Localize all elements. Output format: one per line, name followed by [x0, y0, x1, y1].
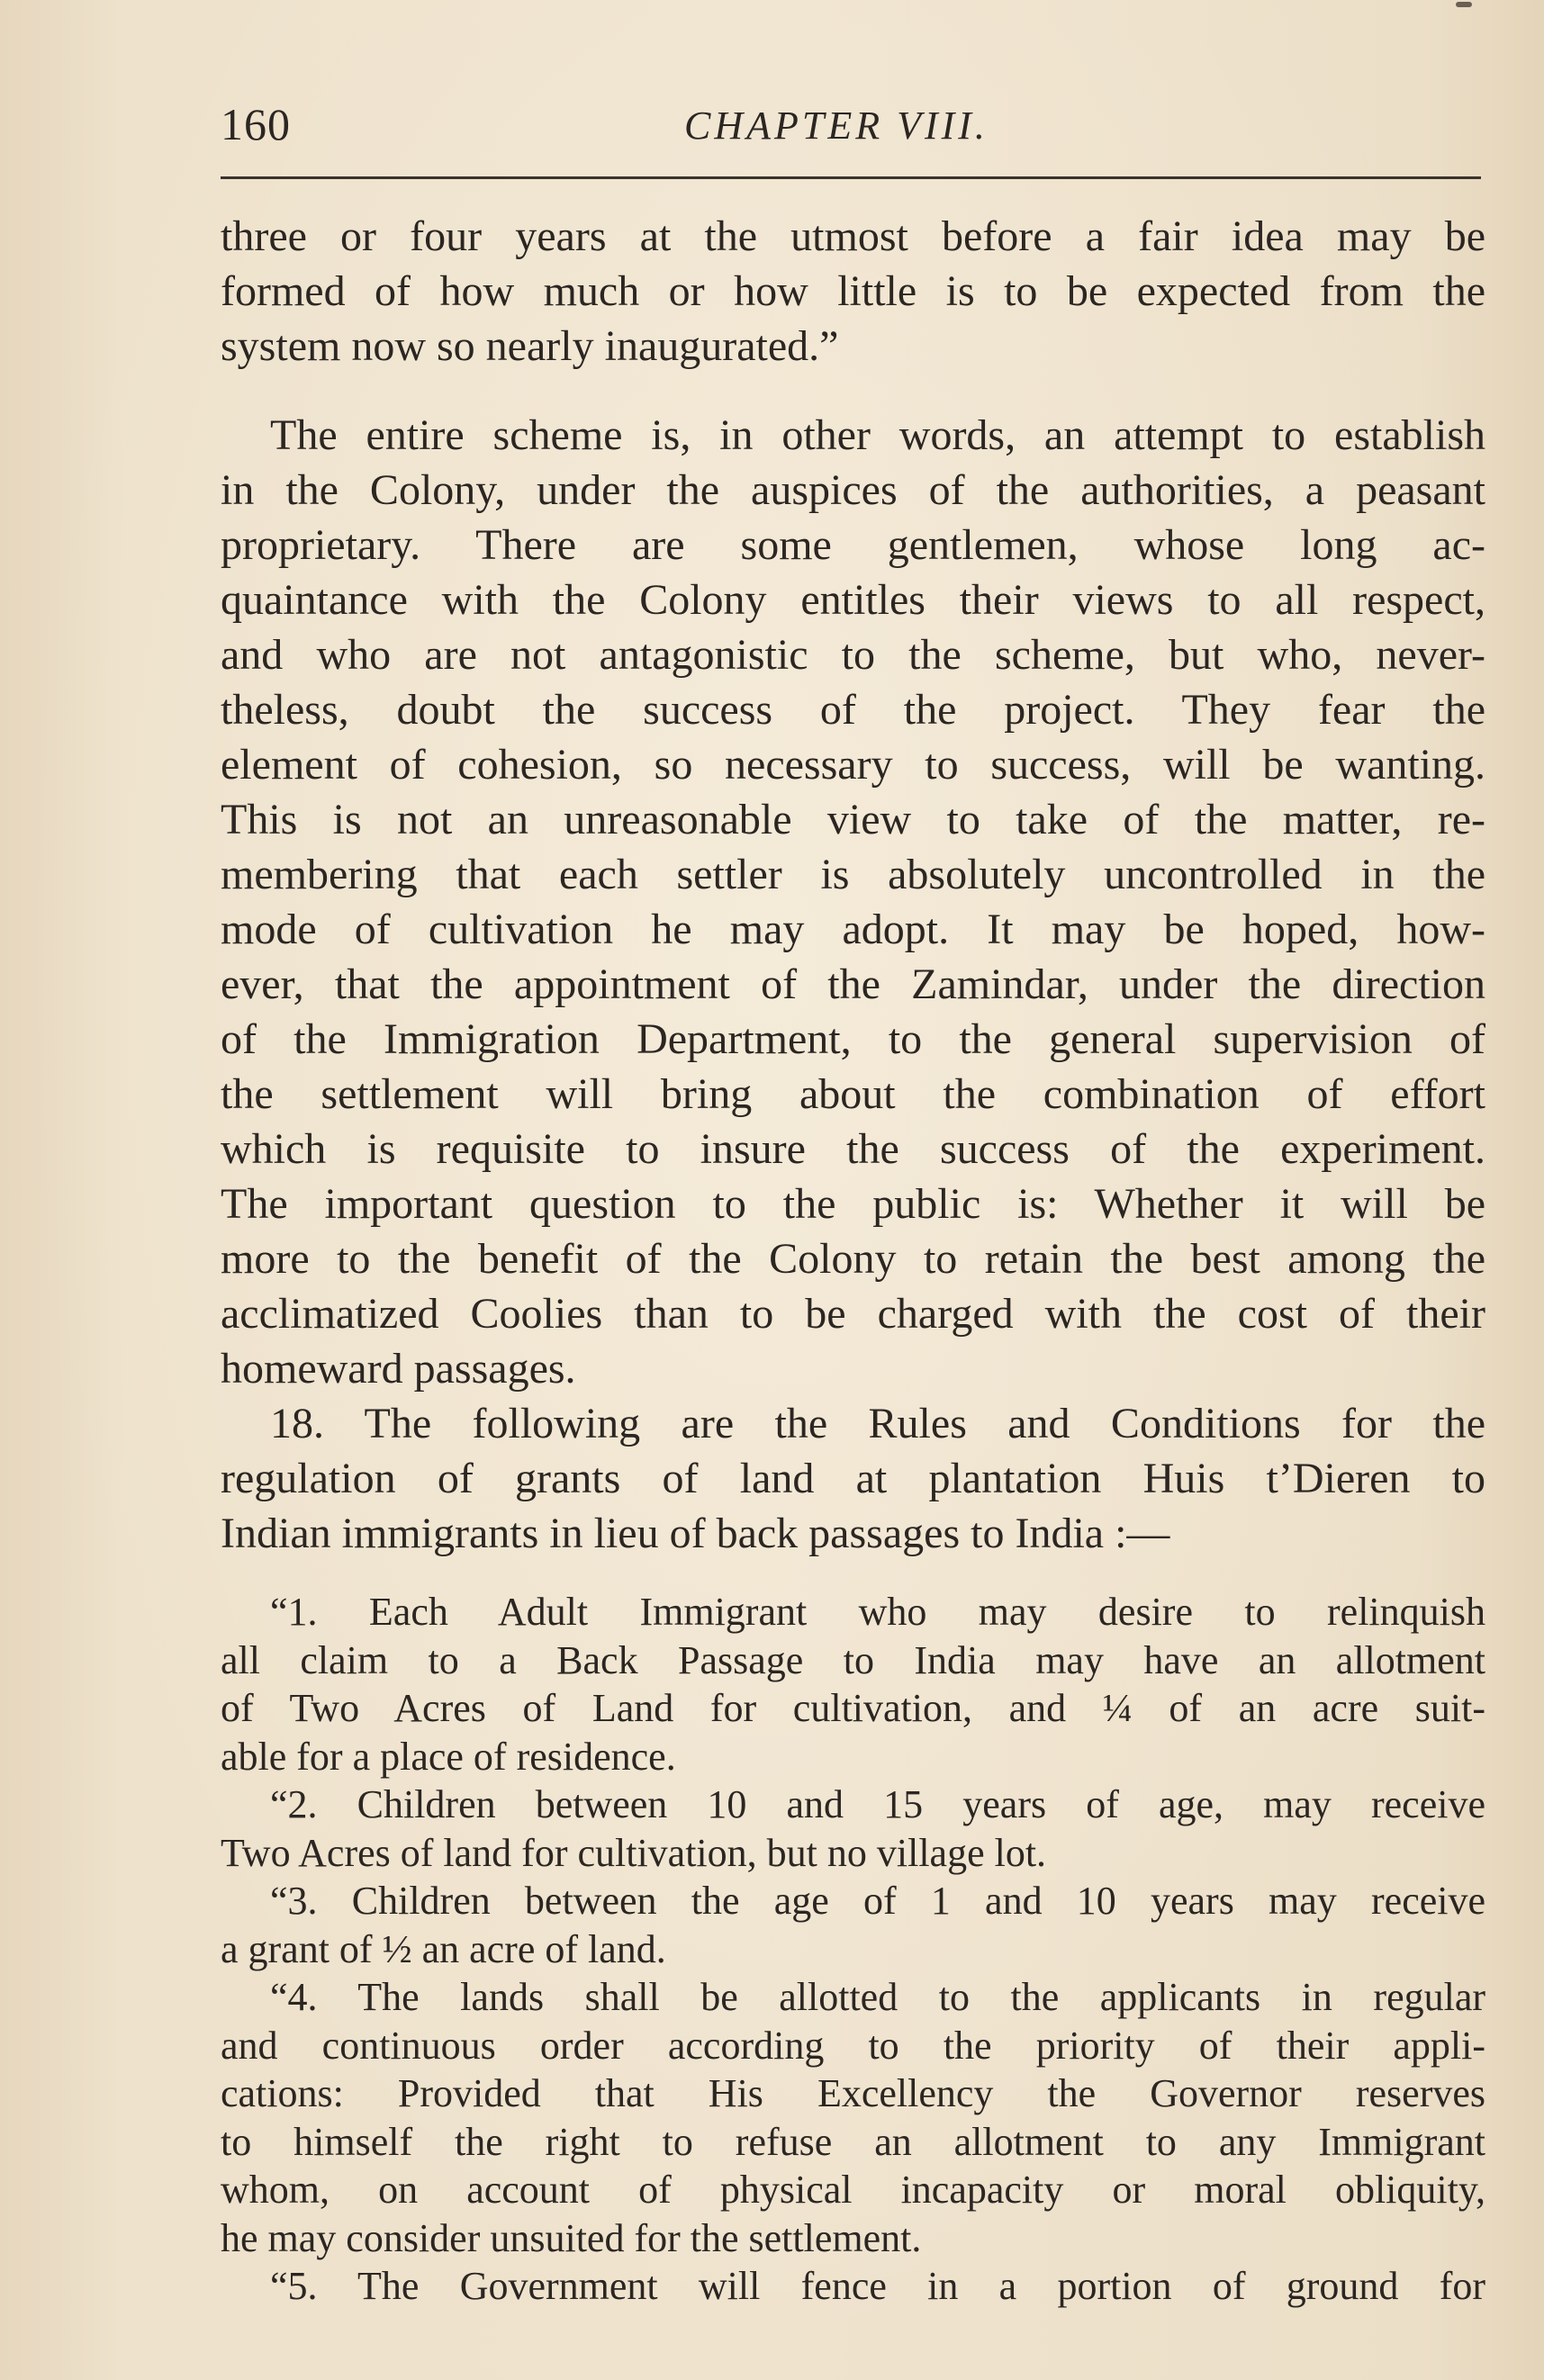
text-line: acclimatized Coolies than to be charged with the cost of their: [221, 1290, 1485, 1338]
text-line: This is not an unreasonable view to take of the matter, re-: [221, 796, 1485, 843]
text-line: system now so nearly inaugurated.”: [221, 322, 839, 370]
text-line: theless, doubt the success of the project. They fear the: [221, 686, 1485, 734]
text-line: which is requisite to insure the success of the experiment.: [221, 1125, 1485, 1173]
text-line: whom, on account of physical incapacity or moral obliquity,: [221, 2168, 1485, 2212]
text-line: 18. The following are the Rules and Conditions for the: [270, 1400, 1485, 1447]
text-line: “1. Each Adult Immigrant who may desire to relinquish: [270, 1590, 1485, 1634]
text-line: homeward passages.: [221, 1345, 576, 1393]
text-line: cations: Provided that His Excellency the Governor reserves: [221, 2071, 1485, 2115]
text-line: “4. The lands shall be allotted to the applicants in regular: [270, 1975, 1485, 2019]
text-line: to himself the right to refuse an allotment to any Immigrant: [221, 2119, 1485, 2164]
text-line: Two Acres of land for cultivation, but no village lot.: [221, 1830, 1047, 1875]
text-line: The important question to the public is: Whether it will be: [221, 1180, 1485, 1228]
paragraph-scheme: [221, 408, 1485, 1396]
rule-5: [221, 2262, 1485, 2311]
paragraph-continued: [221, 209, 1485, 374]
text-line: all claim to a Back Passage to India may have an allotment: [221, 1637, 1485, 1682]
text-line: quaintance with the Colony entitles their views to all respect,: [221, 576, 1485, 624]
text-line: he may consider unsuited for the settlement.: [221, 2215, 922, 2260]
rule-3: [221, 1877, 1485, 1973]
paragraph-spacer: [221, 1561, 1485, 1588]
rule-1: [221, 1588, 1485, 1780]
rule-4: [221, 1973, 1485, 2262]
text-line: regulation of grants of land at plantation Huis t’Dieren to: [221, 1455, 1485, 1502]
text-line: more to the benefit of the Colony to retain the best among the: [221, 1235, 1485, 1283]
header-rule: [221, 176, 1481, 179]
text-line: proprietary. There are some gentlemen, whose long ac-: [221, 521, 1485, 569]
text-line: “5. The Government will fence in a portion of ground for: [270, 2264, 1485, 2308]
text-line: Indian immigrants in lieu of back passages to India :—: [221, 1510, 1170, 1557]
text-line: three or four years at the utmost before a fair idea may be: [221, 212, 1485, 260]
text-line: element of cohesion, so necessary to success, will be wanting.: [221, 741, 1485, 789]
text-line: and who are not antagonistic to the scheme, but who, never-: [221, 631, 1485, 679]
text-line: The entire scheme is, in other words, an attempt to establish: [270, 411, 1485, 459]
text-line: of Two Acres of Land for cultivation, and ¼ of an acre suit-: [221, 1686, 1485, 1730]
body-text: [221, 209, 1485, 2311]
text-line: and continuous order according to the priority of their appli-: [221, 2023, 1485, 2068]
text-line: of the Immigration Department, to the general supervision of: [221, 1015, 1485, 1063]
running-head: [221, 97, 1481, 151]
text-line: the settlement will bring about the combination of effort: [221, 1070, 1485, 1118]
text-line: formed of how much or how little is to be expected from the: [221, 267, 1485, 315]
ink-speck: [1456, 2, 1472, 7]
page-number: 160: [221, 99, 291, 149]
rule-2: [221, 1780, 1485, 1877]
text-line: able for a place of residence.: [221, 1734, 676, 1779]
text-line: “3. Children between the age of 1 and 10 years may receive: [270, 1879, 1485, 1923]
text-line: in the Colony, under the auspices of the authorities, a peasant: [221, 466, 1485, 514]
text-line: membering that each settler is absolutely uncontrolled in the: [221, 851, 1485, 898]
text-line: “2. Children between 10 and 15 years of age, may receive: [270, 1782, 1485, 1826]
text-line: mode of cultivation he may adopt. It may be hoped, how-: [221, 906, 1485, 953]
text-line: a grant of ½ an acre of land.: [221, 1926, 666, 1971]
text-line: ever, that the appointment of the Zamindar, under the direction: [221, 960, 1485, 1008]
paragraph-section-18: [221, 1396, 1485, 1561]
paragraph-spacer: [221, 374, 1485, 408]
chapter-title: CHAPTER VIII.: [684, 104, 989, 148]
